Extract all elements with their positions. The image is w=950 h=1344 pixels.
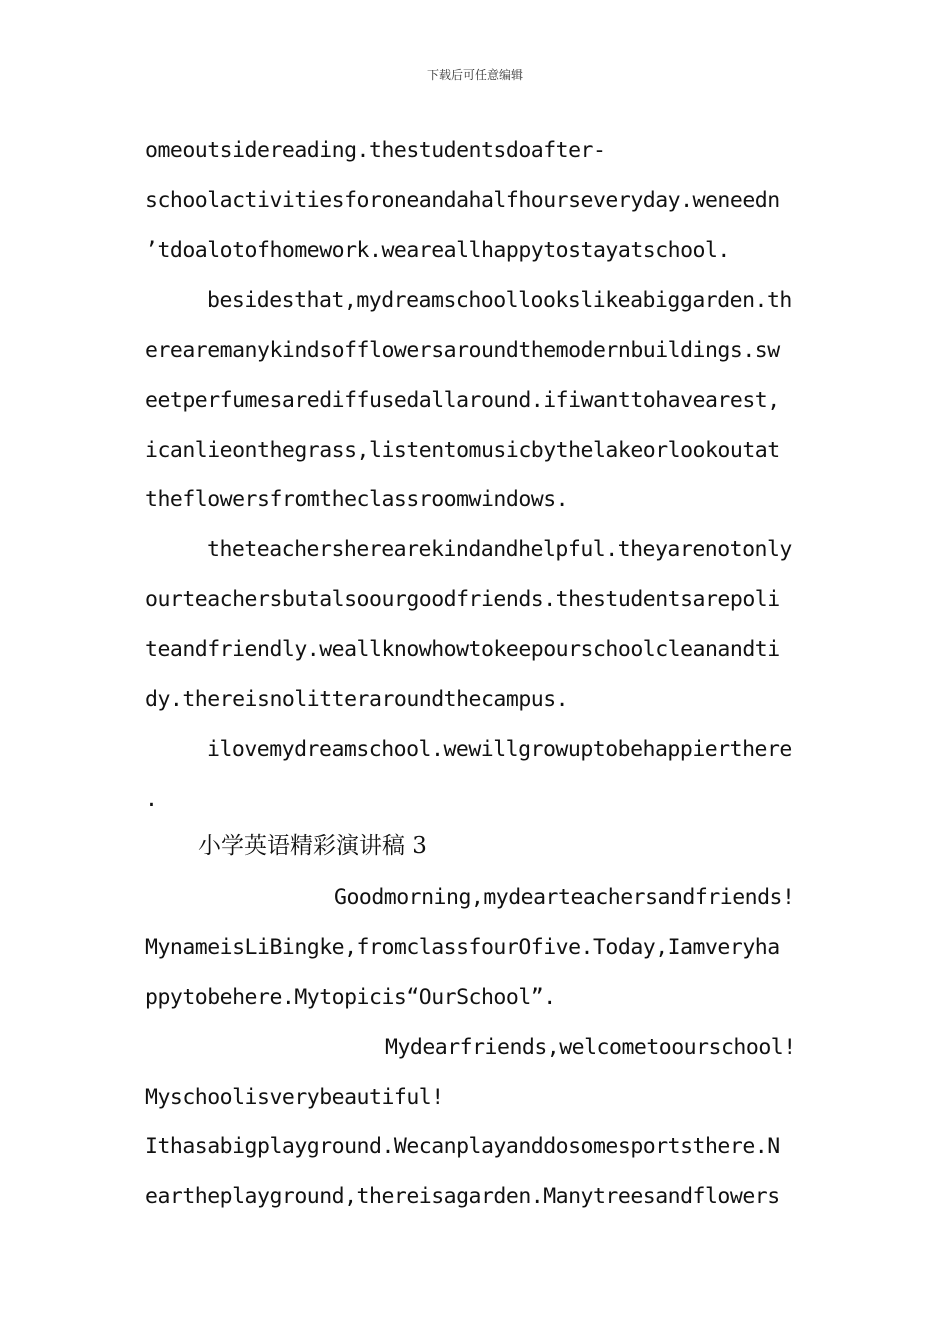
- text-line: schoolactivitiesforoneandahalfhourseveryday.weneedn: [145, 188, 780, 213]
- text-line: ourteachersbutalsoourgoodfriends.thestudentsarepoli: [145, 587, 780, 612]
- text-line: dy.thereisnolitteraroundthecampus.: [145, 687, 569, 712]
- text-line: erearemanykindsofflowersaroundthemodernbuildings.sw: [145, 338, 780, 363]
- section-heading: 小学英语精彩演讲稿 3: [198, 833, 427, 859]
- text-line: ilovemydreamschool.wewillgrowuptobehappierthere: [207, 737, 792, 762]
- text-line: theteachersherearekindandhelpful.theyarenotonly: [207, 537, 792, 562]
- text-line: Myschoolisverybeautiful!: [145, 1085, 444, 1110]
- text-line: theflowersfromtheclassroomwindows.: [145, 487, 569, 512]
- text-line: omeoutsidereading.thestudentsdoafter-: [145, 138, 606, 163]
- text-line: besidesthat,mydreamschoollookslikeabiggarden.th: [207, 288, 792, 313]
- text-line: ’tdoalotofhomework.weareallhappytostayatschool.: [145, 238, 730, 263]
- text-line: Ithasabigplayground.Wecanplayanddosomesportsthere.N: [145, 1134, 780, 1159]
- text-line: Goodmorning,mydearteachersandfriends!: [334, 885, 795, 910]
- page-header: 下载后可任意编辑: [426, 68, 523, 82]
- text-line: eetperfumesarediffusedallaround.ifiwanttohavearest,: [145, 388, 780, 413]
- text-line: .: [145, 787, 158, 812]
- text-line: teandfriendly.weallknowhowtokeepourschoolcleanandti: [145, 637, 780, 662]
- text-line: ppytobehere.Mytopicis“OurSchool”.: [145, 985, 556, 1010]
- text-line: MynameisLiBingke,fromclassfourOfive.Today,Iamveryha: [145, 935, 780, 960]
- text-line: Mydearfriends,welcometoourschool!: [385, 1035, 796, 1060]
- text-line: icanlieonthegrass,listentomusicbythelakeorlookoutat: [145, 438, 780, 463]
- text-line: eartheplayground,thereisagarden.Manytreesandflowers: [145, 1184, 780, 1209]
